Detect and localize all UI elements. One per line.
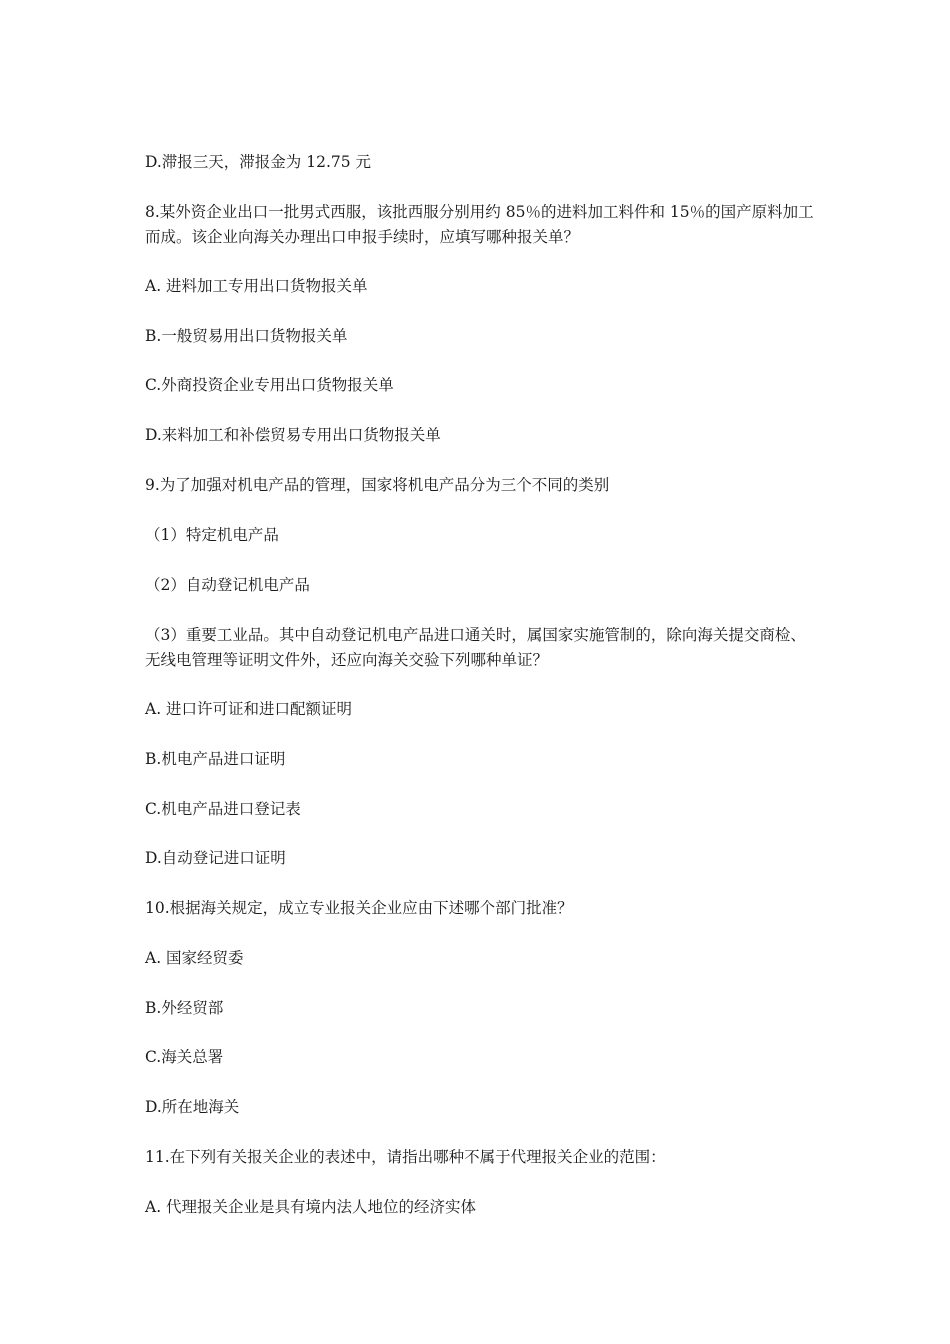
option-9c: C.机电产品进口登记表 bbox=[145, 800, 301, 818]
option-9d: D.自动登记进口证明 bbox=[145, 849, 286, 867]
option-8b: B.一般贸易用出口货物报关单 bbox=[145, 327, 348, 345]
question-9-item-3: （3）重要工业品。其中自动登记机电产品进口通关时，属国家实施管制的，除向海关提交商检、无线电管理等证明文件外，还应向海关交验下列哪种单证？ bbox=[145, 626, 806, 669]
option-8d: D.来料加工和补偿贸易专用出口货物报关单 bbox=[145, 426, 441, 444]
option-10b: B.外经贸部 bbox=[145, 999, 224, 1017]
question-10: 10.根据海关规定，成立专业报关企业应由下述哪个部门批准？ bbox=[145, 899, 573, 917]
option-11a: A. 代理报关企业是具有境内法人地位的经济实体 bbox=[145, 1198, 477, 1216]
question-9-item-1: （1）特定机电产品 bbox=[145, 526, 279, 544]
option-8c: C.外商投资企业专用出口货物报关单 bbox=[145, 376, 394, 394]
question-11: 11.在下列有关报关企业的表述中，请指出哪种不属于代理报关企业的范围： bbox=[145, 1148, 666, 1166]
option-10d: D.所在地海关 bbox=[145, 1098, 240, 1116]
question-9: 9.为了加强对机电产品的管理，国家将机电产品分为三个不同的类别 bbox=[145, 476, 610, 494]
option-10c: C.海关总署 bbox=[145, 1048, 224, 1066]
option-9b: B.机电产品进口证明 bbox=[145, 750, 286, 768]
option-7d: D.滞报三天，滞报金为 12.75 元 bbox=[145, 153, 372, 171]
option-10a: A. 国家经贸委 bbox=[145, 949, 244, 967]
question-9-item-2: （2）自动登记机电产品 bbox=[145, 576, 310, 594]
question-8: 8.某外资企业出口一批男式西服，该批西服分别用约 85％的进料加工料件和 15％的国产原料加工而成。该企业向海关办理出口申报手续时，应填写哪种报关单？ bbox=[145, 203, 814, 246]
option-8a: A. 进料加工专用出口货物报关单 bbox=[145, 277, 368, 295]
option-9a: A. 进口许可证和进口配额证明 bbox=[145, 700, 353, 718]
